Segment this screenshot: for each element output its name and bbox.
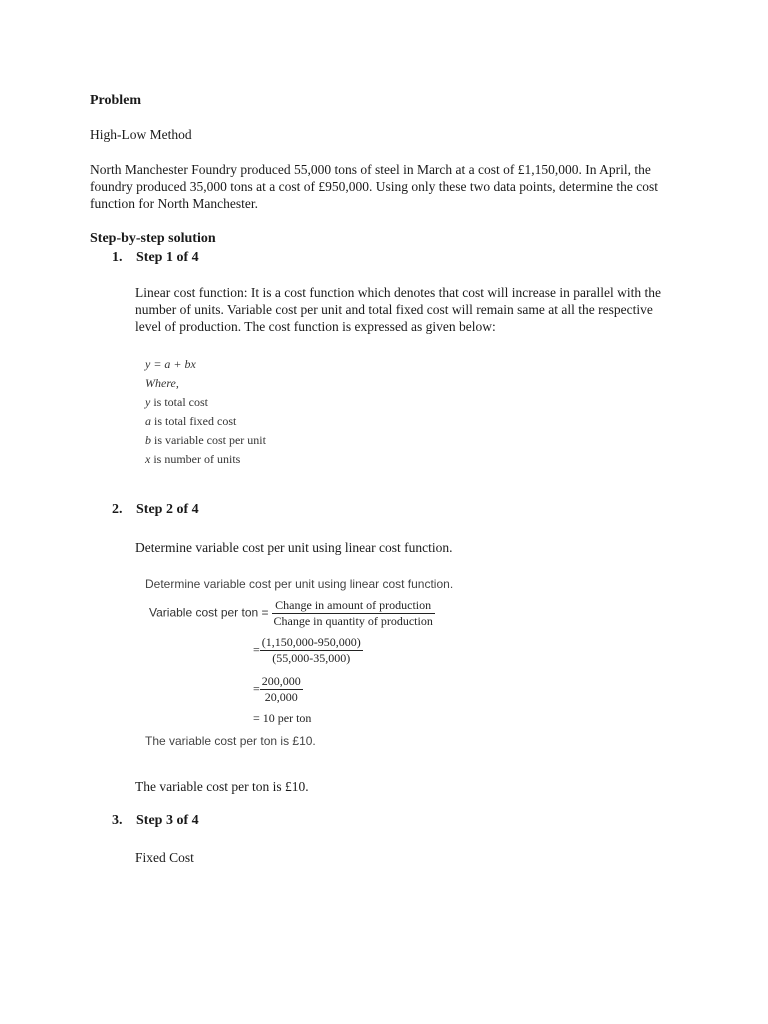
step-3-text: Fixed Cost: [135, 850, 194, 865]
calc-line-1: [149, 598, 435, 629]
problem-statement: North Manchester Foundry produced 55,000 tons of steel in March at a cost of £1,150,000. In April, the foundry produced 35,000 tons at a cost of £950,000. Using only these two data points, determine the cost function for North Manchester.: [90, 162, 659, 211]
step-1-text: Linear cost function: It is a cost function which denotes that cost will increase in parallel with the number of units. Variable cost per unit and total fixed cost will remain same at all the respective level of production. The cost function is expressed as given below:: [135, 285, 661, 334]
step-3-title: [112, 813, 199, 829]
page-title: Problem: [90, 93, 142, 108]
calc-lhs: Variable cost per ton =: [149, 605, 269, 620]
formula-equation: y = a + bx: [145, 357, 196, 371]
formula-def-a: a is total fixed cost: [145, 414, 237, 428]
calc-result: = 10 per ton: [253, 711, 312, 725]
calc-fraction-2: $\frac{(1,150,000-950,000)}{(55,000-35,000)}$: [261, 635, 361, 665]
formula-def-y: y is total cost: [145, 395, 208, 409]
calc-intro: Determine variable cost per unit using linear cost function.: [145, 577, 454, 591]
variable-cost-calculation-image: [145, 577, 465, 747]
formula-where: Where,: [145, 376, 179, 390]
formula-def-b: b is variable cost per unit: [145, 433, 266, 447]
calc-fraction-1: $\frac{\text{Change in amount of production}}{\text{Change in quantity of production}}$: [273, 598, 433, 628]
cost-function-formula: [145, 355, 266, 469]
step-2-text: Determine variable cost per unit using linear cost function.: [135, 540, 453, 555]
step-1-number: 1.: [112, 250, 123, 265]
step-1-title: [112, 250, 199, 266]
calc-conclusion: The variable cost per ton is £10.: [145, 734, 316, 748]
step-2-label: Step 2 of 4: [136, 502, 199, 517]
calc-line-2: = $\frac{(1,150,000-950,000)}{(55,000-35,000)}$: [253, 635, 361, 665]
formula-def-x: x is number of units: [145, 452, 241, 466]
step-3-label: Step 3 of 4: [136, 813, 199, 828]
step-3-number: 3.: [112, 813, 123, 828]
solution-heading: Step-by-step solution: [90, 231, 216, 246]
step-1-label: Step 1 of 4: [136, 250, 199, 265]
calc-line-3: = $\frac{200,000}{20,000}$: [253, 674, 301, 704]
step-2-title: [112, 502, 199, 518]
step-2-number: 2.: [112, 502, 123, 517]
calc-fraction-3: $\frac{200,000}{20,000}$: [261, 674, 301, 704]
problem-subtitle: High-Low Method: [90, 127, 192, 142]
step-2-result: The variable cost per ton is £10.: [135, 779, 309, 794]
